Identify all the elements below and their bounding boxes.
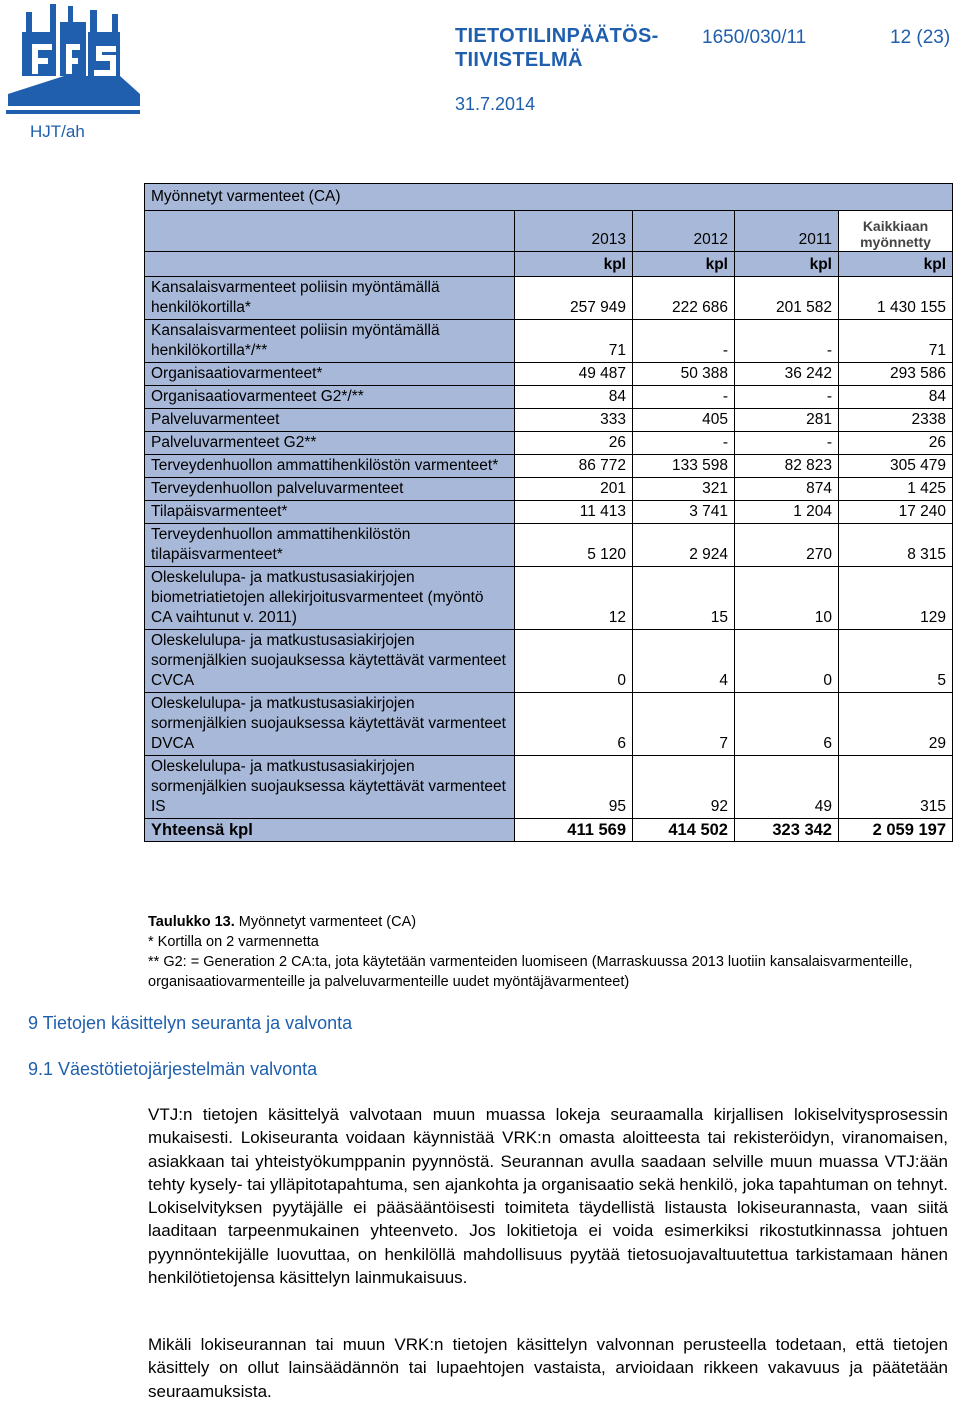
- row-value: 3 741: [633, 501, 735, 524]
- table-row: [145, 567, 953, 630]
- total-issued-header-line1: Kaikkiaan: [862, 218, 929, 234]
- year-header: 2011: [735, 211, 839, 252]
- row-value: -: [735, 432, 839, 455]
- row-value: 405: [633, 409, 735, 432]
- row-value: 11 413: [515, 501, 633, 524]
- unit-header: kpl: [515, 252, 633, 277]
- table-total-row: [145, 819, 953, 842]
- row-value: 201 582: [735, 277, 839, 320]
- row-value: 1 430 155: [839, 277, 953, 320]
- row-value: 8 315: [839, 524, 953, 567]
- page-number: 12 (23): [890, 27, 951, 48]
- row-label: Tilapäisvarmenteet*: [145, 501, 515, 524]
- total-issued-header: [839, 211, 953, 252]
- row-value: 71: [839, 320, 953, 363]
- table-row: [145, 756, 953, 819]
- table-header-empty: [145, 211, 515, 252]
- total-value: 411 569: [515, 819, 633, 842]
- row-label: Oleskelulupa- ja matkustusasiakirjojen sormenjälkien suojauksessa käytettävät varmenteet IS: [145, 756, 515, 819]
- row-value: -: [633, 386, 735, 409]
- row-value: 6: [735, 693, 839, 756]
- table-unit-row: [145, 252, 953, 277]
- row-value: 1 425: [839, 478, 953, 501]
- row-value: 315: [839, 756, 953, 819]
- row-label: Kansalaisvarmenteet poliisin myöntämällä henkilökortilla*: [145, 277, 515, 320]
- row-value: -: [735, 386, 839, 409]
- table-caption-number: Taulukko 13.: [148, 914, 235, 930]
- row-value: 2 924: [633, 524, 735, 567]
- subsection-heading: 9.1 Väestötietojärjestelmän valvonta: [28, 1059, 318, 1079]
- table-notes: [148, 912, 948, 992]
- row-value: 7: [633, 693, 735, 756]
- table-row: [145, 501, 953, 524]
- year-header: 2013: [515, 211, 633, 252]
- row-value: 129: [839, 567, 953, 630]
- row-value: 92: [633, 756, 735, 819]
- row-value: 26: [515, 432, 633, 455]
- row-value: 305 479: [839, 455, 953, 478]
- table-row: [145, 409, 953, 432]
- table-row: [145, 363, 953, 386]
- document-date: 31.7.2014: [455, 94, 536, 114]
- document-title-line1: TIETOTILINPÄÄTÖS-: [455, 25, 659, 47]
- row-value: 84: [839, 386, 953, 409]
- row-value: 0: [515, 630, 633, 693]
- row-label: Terveydenhuollon ammattihenkilöstön tilapäisvarmenteet*: [145, 524, 515, 567]
- row-value: 84: [515, 386, 633, 409]
- year-header: 2012: [633, 211, 735, 252]
- table-row: [145, 320, 953, 363]
- row-value: 321: [633, 478, 735, 501]
- row-value: 49: [735, 756, 839, 819]
- total-value: 323 342: [735, 819, 839, 842]
- certificates-table: [144, 183, 953, 842]
- row-label: Organisaatiovarmenteet*: [145, 363, 515, 386]
- table-row: [145, 386, 953, 409]
- table-row: [145, 478, 953, 501]
- body-paragraph-1: VTJ:n tietojen käsittelyä valvotaan muun muassa lokeja seuraamalla kirjallisen lokiselvitysprosessin mukaisesti. Lokiseuranta voidaan käynnistää VRK:n omasta aloitteesta tai rekisteröidyn, viranomaisen, asiakkaan tai yhteistyökumppanin pyynnöstä. Seurannan avulla saadaan selville muun muassa VTJ:ään tehty kysely- tai ylläpitotapahtuma, sen ajankohta ja organisaatio sekä henkilö, joka tapahtuman on tehnyt. Lokiselvityksen pyytäjälle ei pääsääntöisesti toimiteta täydellistä listausta lokiseurannasta, vaan siitä laaditaan tarpeenmukainen yhteenveto. Jos lokitietoja ei voida esimerkiksi rikostutkinnassa johtuen pyynnöntekijälle luovuttaa, on henkilöllä mahdollisuus pyytää tietosuojavaltuutettua tarkistamaan hänen henkilötietojensa käsittelyn lainmukaisuus.: [148, 1105, 948, 1288]
- row-value: 257 949: [515, 277, 633, 320]
- row-value: 201: [515, 478, 633, 501]
- table-row: [145, 693, 953, 756]
- table-row: [145, 455, 953, 478]
- row-value: 1 204: [735, 501, 839, 524]
- row-value: 2338: [839, 409, 953, 432]
- document-title-line2: TIIVISTELMÄ: [455, 49, 583, 71]
- row-value: 4: [633, 630, 735, 693]
- row-value: 17 240: [839, 501, 953, 524]
- unit-header: kpl: [735, 252, 839, 277]
- row-value: 82 823: [735, 455, 839, 478]
- section-heading: 9 Tietojen käsittelyn seuranta ja valvonta: [28, 1013, 353, 1033]
- row-label: Terveydenhuollon palveluvarmenteet: [145, 478, 515, 501]
- row-value: 95: [515, 756, 633, 819]
- footnote-1: * Kortilla on 2 varmennetta: [148, 934, 319, 950]
- row-label: Palveluvarmenteet: [145, 409, 515, 432]
- row-label: Kansalaisvarmenteet poliisin myöntämällä henkilökortilla*/**: [145, 320, 515, 363]
- row-value: 86 772: [515, 455, 633, 478]
- row-value: 293 586: [839, 363, 953, 386]
- row-value: 281: [735, 409, 839, 432]
- document-number: 1650/030/11: [702, 27, 807, 48]
- row-value: 29: [839, 693, 953, 756]
- row-value: 5 120: [515, 524, 633, 567]
- row-value: -: [633, 432, 735, 455]
- table-caption: [148, 912, 948, 932]
- row-value: 5: [839, 630, 953, 693]
- row-label: Terveydenhuollon ammattihenkilöstön varmenteet*: [145, 455, 515, 478]
- row-label: Oleskelulupa- ja matkustusasiakirjojen biometriatietojen allekirjoitusvarmenteet (myöntö CA vaihtunut v. 2011): [145, 567, 515, 630]
- row-value: 270: [735, 524, 839, 567]
- row-value: 333: [515, 409, 633, 432]
- row-value: 12: [515, 567, 633, 630]
- row-value: 49 487: [515, 363, 633, 386]
- table-title-row: [145, 184, 953, 211]
- row-value: 50 388: [633, 363, 735, 386]
- author-initials: HJT/ah: [30, 122, 85, 141]
- unit-header: kpl: [839, 252, 953, 277]
- row-value: 222 686: [633, 277, 735, 320]
- total-label: Yhteensä kpl: [145, 819, 515, 842]
- row-label: Palveluvarmenteet G2**: [145, 432, 515, 455]
- total-value: 414 502: [633, 819, 735, 842]
- row-label: Oleskelulupa- ja matkustusasiakirjojen sormenjälkien suojauksessa käytettävät varmenteet CVCA: [145, 630, 515, 693]
- row-value: -: [633, 320, 735, 363]
- total-value: 2 059 197: [839, 819, 953, 842]
- table-caption-text: Myönnetyt varmenteet (CA): [234, 914, 417, 930]
- footnote-2: ** G2: = Generation 2 CA:ta, jota käytetään varmenteiden luomiseen (Marraskuussa 2013 luotiin kansalaisvarmenteille, organisaatiovarmenteille ja palveluvarmenteille uudet myöntäjävarmenteet): [148, 954, 913, 990]
- row-value: 36 242: [735, 363, 839, 386]
- table-row: [145, 524, 953, 567]
- row-value: 15: [633, 567, 735, 630]
- unit-header: kpl: [633, 252, 735, 277]
- row-value: 874: [735, 478, 839, 501]
- row-label: Oleskelulupa- ja matkustusasiakirjojen sormenjälkien suojauksessa käytettävät varmenteet DVCA: [145, 693, 515, 756]
- row-value: 26: [839, 432, 953, 455]
- table-row: [145, 630, 953, 693]
- unit-header-empty: [145, 252, 515, 277]
- row-value: -: [735, 320, 839, 363]
- body-paragraph-2: Mikäli lokiseurannan tai muun VRK:n tietojen käsittelyn valvonnan perusteella todetaan, että tietojen käsittely on ollut lainsäädännön tai lupaehtojen vastaista, arvioidaan rikkeen vakavuus ja päätetään seuraamuksista.: [148, 1335, 948, 1401]
- table-row: [145, 277, 953, 320]
- row-label: Organisaatiovarmenteet G2*/**: [145, 386, 515, 409]
- table-year-row: [145, 211, 953, 252]
- row-value: 10: [735, 567, 839, 630]
- table-title: Myönnetyt varmenteet (CA): [145, 184, 953, 211]
- document-title: [455, 24, 659, 72]
- row-value: 133 598: [633, 455, 735, 478]
- total-issued-header-line2: myönnetty: [860, 234, 931, 250]
- row-value: 0: [735, 630, 839, 693]
- row-value: 6: [515, 693, 633, 756]
- table-row: [145, 432, 953, 455]
- organization-logo: [4, 2, 142, 120]
- row-value: 71: [515, 320, 633, 363]
